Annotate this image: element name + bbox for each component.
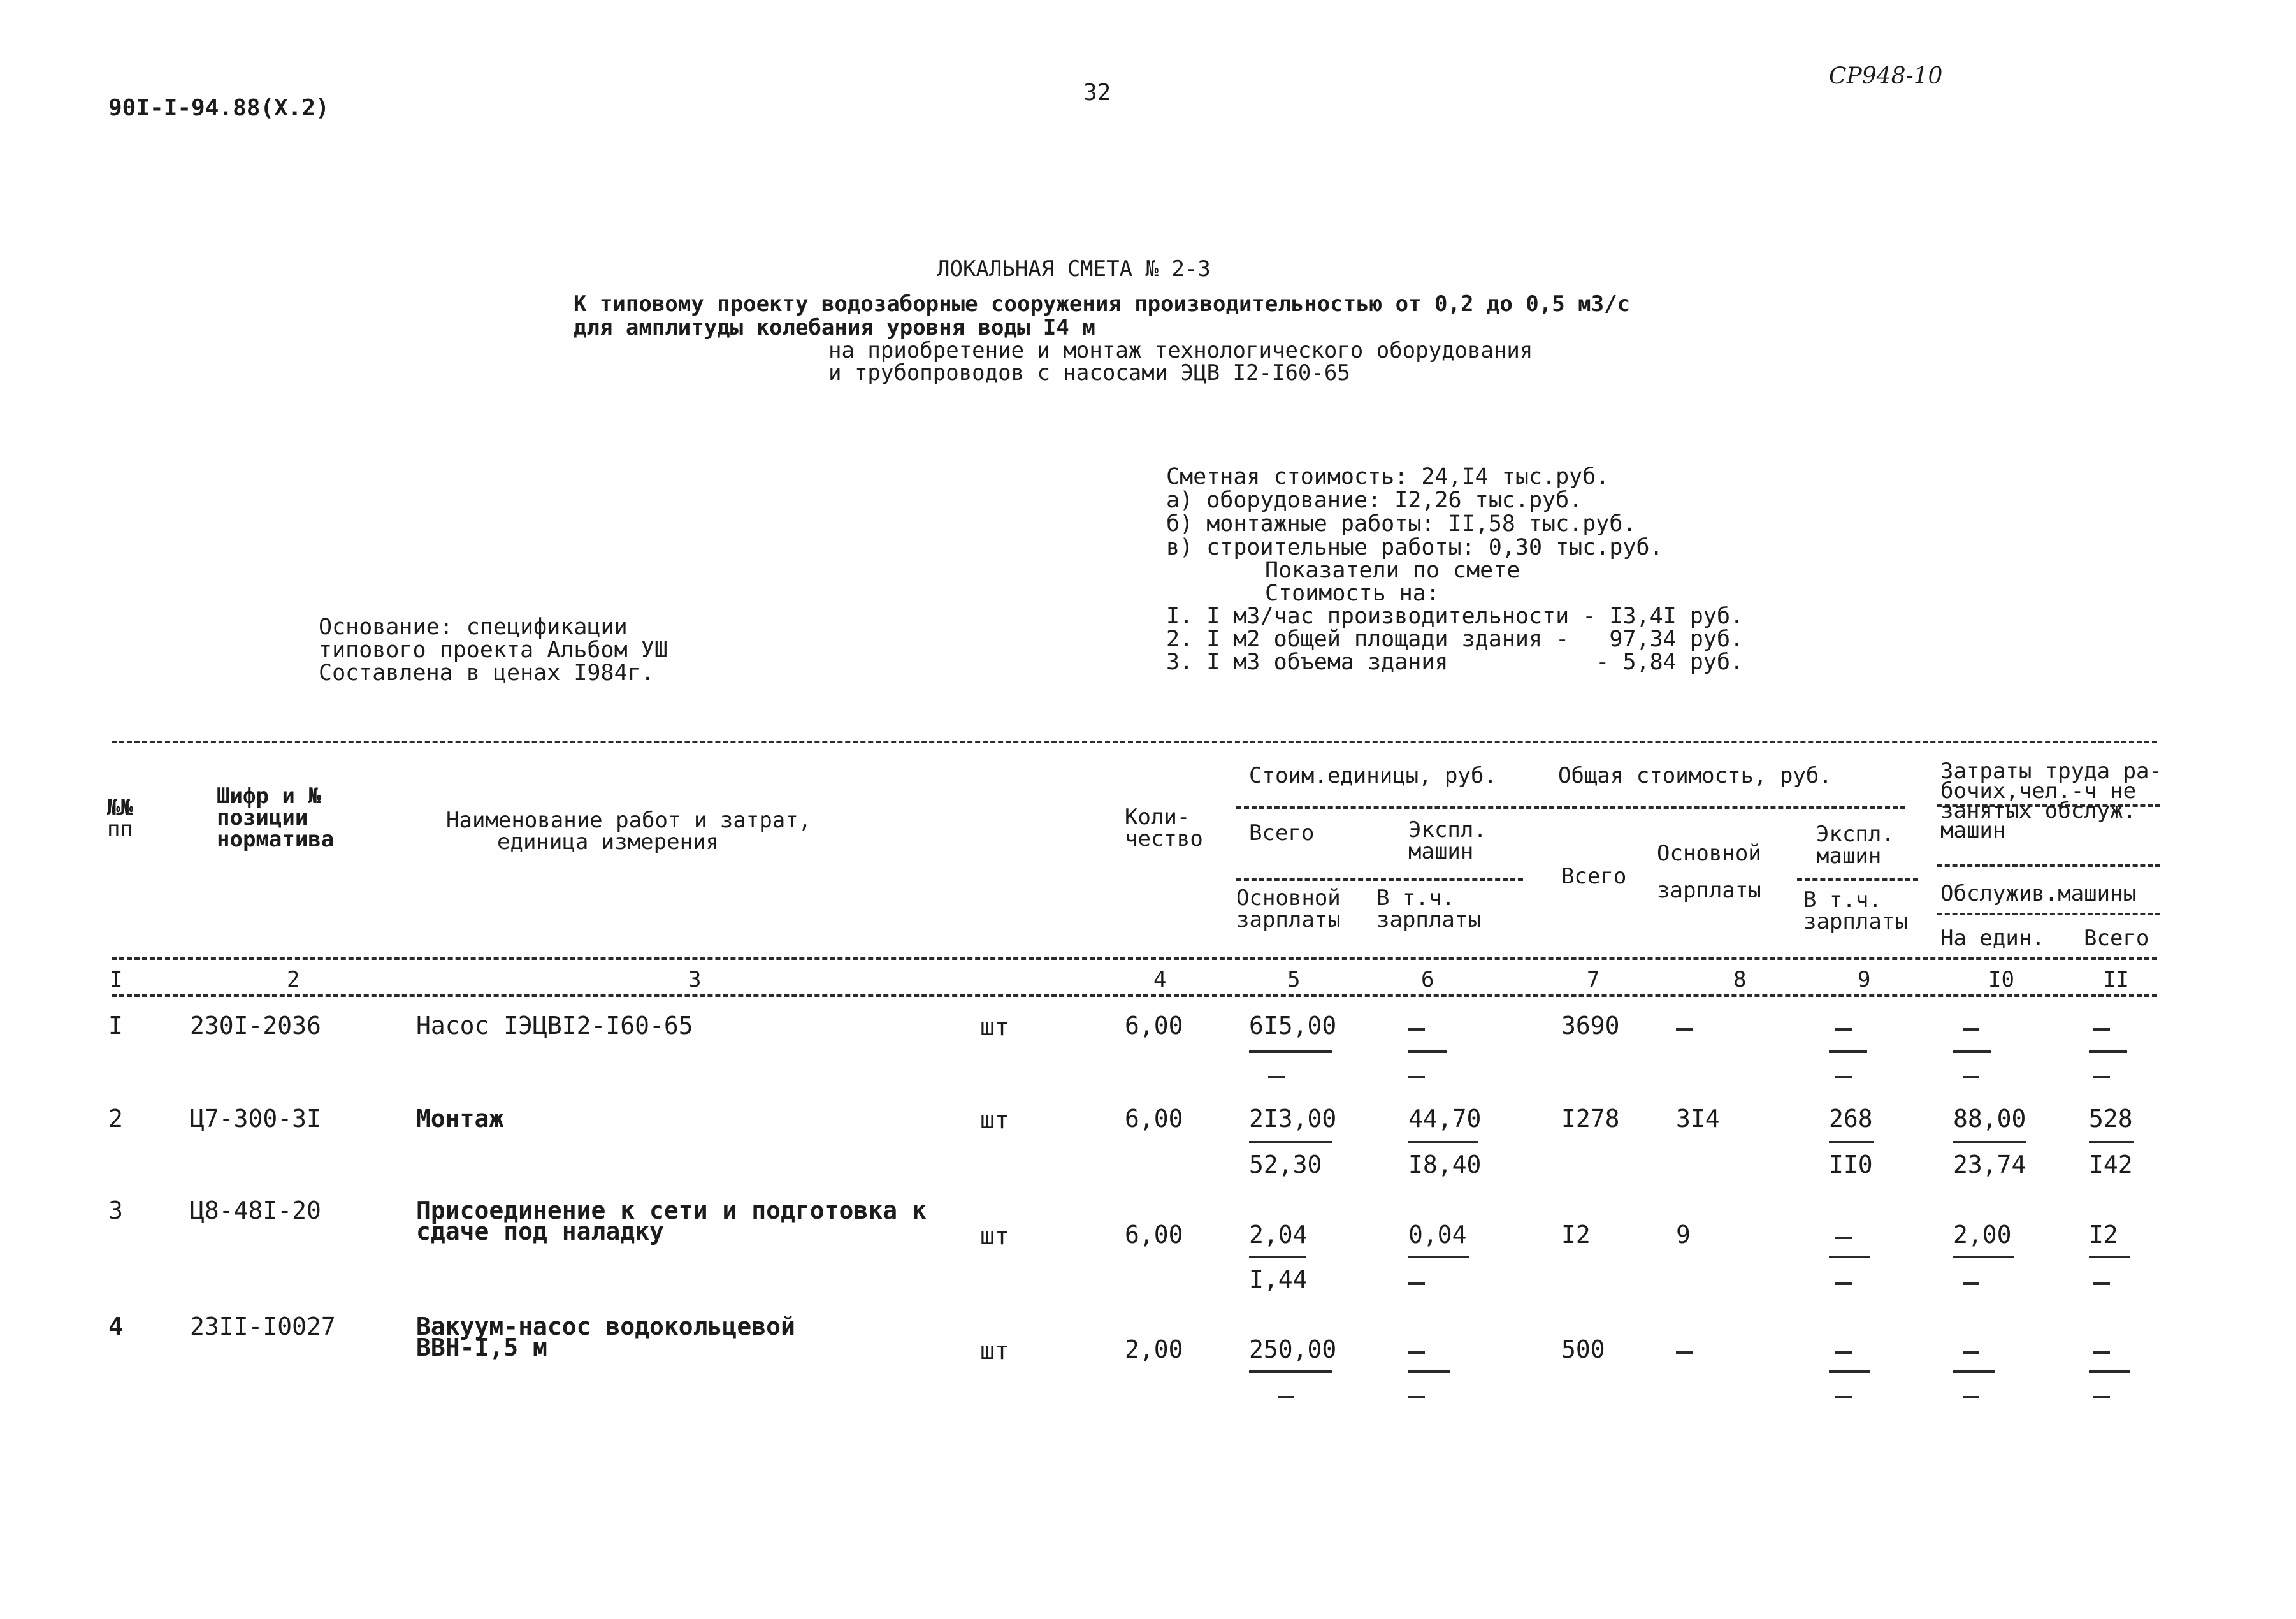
row-name: Вакуум-насос водокольцевой [416, 1312, 795, 1340]
col-header-incl-1: В т.ч. [1376, 885, 1455, 911]
row-mach [1835, 1028, 1852, 1031]
row-labor-unit [1963, 1351, 1979, 1354]
col-number-10: I0 [1988, 967, 2014, 992]
fraction-line [1408, 1256, 1469, 1258]
basis-line-3: Составлена в ценах I984г. [319, 660, 654, 686]
fraction-line [1408, 1141, 1478, 1143]
project-line: К типовому проекту водозаборные сооружения производительностью от 0,2 до 0,5 м3/с [574, 291, 1631, 317]
fraction-line [2089, 1141, 2134, 1143]
row-qty: 2,00 [1125, 1335, 1183, 1363]
document-code: 90I-I-94.88(X.2) [108, 95, 329, 121]
estimate-title: ЛОКАЛЬНАЯ СМЕТА № 2-3 [937, 256, 1211, 282]
construction-cost: в) строительные работы: 0,30 тыс.руб. [1166, 535, 1663, 560]
indicators-title: Показатели по смете [1265, 558, 1520, 583]
row-unit-total: 2I3,00 [1249, 1105, 1337, 1133]
fraction-line [1249, 1256, 1306, 1258]
row-code: Ц8-48I-20 [190, 1196, 321, 1224]
fraction-line [1249, 1370, 1332, 1373]
row-qty: 6,00 [1125, 1012, 1183, 1040]
col-number-9: 9 [1858, 967, 1871, 992]
unit-cost-subrule [1236, 878, 1523, 881]
col-number-2: 2 [287, 967, 300, 992]
row-name: Монтаж [416, 1105, 504, 1133]
col-header-qty-1: Коли- [1125, 804, 1190, 830]
col-header-unit-total: Всего [1249, 820, 1315, 846]
row-total: 500 [1561, 1335, 1605, 1363]
col-header-labor: Затраты труда ра- бочих,чел.-ч не занятых обслуж. машин [1940, 759, 2162, 843]
col-header-num: №№ пп [107, 795, 133, 842]
page-number: 32 [1083, 80, 1111, 106]
row-unit-total: 6I5,00 [1249, 1012, 1337, 1040]
cost-group-rule [1236, 806, 1905, 809]
row-num: 2 [108, 1105, 123, 1133]
col-header-overall-incl-2: зарплаты [1803, 909, 1908, 934]
installation-cost: б) монтажные работы: II,58 тыс.руб. [1166, 511, 1636, 537]
overall-mach-subrule [1797, 878, 1918, 881]
basis-line-2: типового проекта Альбом УШ [319, 637, 668, 663]
row-unit-mach: 44,70 [1408, 1105, 1482, 1133]
row-labor-total [2093, 1028, 2110, 1031]
row-code: Ц7-300-3I [190, 1105, 321, 1133]
header-bottom-rule [112, 957, 2157, 960]
row-unit-mach-wage [1408, 1282, 1425, 1285]
scope-line: на приобретение и монтаж технологического оборудования [828, 338, 1533, 363]
row-labor-total-2 [2093, 1396, 2110, 1398]
column-numbers-rule [112, 994, 2157, 997]
row-labor-unit-2 [1963, 1396, 1979, 1398]
equipment-cost: а) оборудование: I2,26 тыс.руб. [1166, 488, 1583, 513]
empty-base-dash [1268, 1076, 1285, 1078]
row-labor-total [2093, 1351, 2110, 1354]
row-base [1676, 1028, 1693, 1031]
row-mach [1835, 1351, 1852, 1354]
fraction-line [2089, 1256, 2130, 1258]
row-unit-mach [1408, 1028, 1425, 1031]
row-unit-mach: 0,04 [1408, 1221, 1467, 1249]
col-header-unit-cost: Стоим.единицы, руб. [1249, 763, 1497, 788]
empty-labor-dash [1963, 1076, 1979, 1078]
row-unit-total: 2,04 [1249, 1221, 1308, 1249]
row-unit: шт [980, 1337, 1009, 1365]
col-header-overall-total: Всего [1561, 864, 1627, 889]
col-header-base-2: зарплаты [1236, 907, 1341, 933]
row-total: I2 [1561, 1221, 1591, 1249]
col-header-serv-machines: Обслужив.машины [1940, 881, 2137, 906]
fraction-line [1953, 1256, 2014, 1258]
row-qty: 6,00 [1125, 1105, 1183, 1133]
labor-subrule-2 [1937, 913, 2160, 915]
col-header-name-2: единица измерения [497, 829, 719, 855]
empty-wage-dash [1408, 1076, 1425, 1078]
fraction-line [1408, 1050, 1447, 1053]
empty-labor-dash [2093, 1076, 2110, 1078]
col-header-incl-2: зарплаты [1376, 907, 1481, 933]
col-header-all: Всего [2084, 926, 2149, 951]
row-base: 9 [1676, 1221, 1691, 1249]
fraction-line [1249, 1050, 1332, 1053]
col-header-mach-1: Экспл. [1408, 817, 1487, 843]
col-header-mach-2: машин [1408, 839, 1474, 864]
col-header-per-unit: На един. [1940, 926, 2045, 951]
col-header-overall-mach-1: Экспл. [1816, 822, 1895, 847]
row-labor-unit: 88,00 [1953, 1105, 2026, 1133]
row-qty: 6,00 [1125, 1221, 1183, 1249]
table-top-rule [112, 741, 2157, 743]
row-name: Присоединение к сети и подготовка к [416, 1196, 927, 1224]
row-name: Насос IЭЦВI2-I60-65 [416, 1012, 693, 1040]
row-unit-total: 250,00 [1249, 1335, 1337, 1363]
row-mach: 268 [1829, 1105, 1873, 1133]
indicator-area: 2. I м2 общей площади здания - 97,34 руб. [1166, 627, 1744, 652]
row-mach-wage [1835, 1396, 1852, 1398]
row-total: 3690 [1561, 1012, 1620, 1040]
basis-line-1: Основание: спецификации [319, 614, 628, 640]
col-header-code: Шифр и № позиции норматива [217, 783, 335, 852]
fraction-line [1829, 1370, 1870, 1373]
fraction-line [1249, 1141, 1332, 1143]
row-labor-unit [1963, 1028, 1979, 1031]
fraction-line [1829, 1256, 1870, 1258]
row-unit-mach-wage [1408, 1396, 1425, 1398]
row-name-2: сдаче под наладку [416, 1217, 664, 1245]
row-mach-wage: II0 [1829, 1151, 1873, 1179]
cost-per-heading: Стоимость на: [1265, 581, 1440, 606]
row-name-2: ВВН-I,5 м [416, 1333, 547, 1361]
col-number-8: 8 [1733, 967, 1747, 992]
row-total: I278 [1561, 1105, 1620, 1133]
fraction-line [1953, 1141, 2026, 1143]
col-header-overall-base-2: зарплаты [1657, 878, 1761, 903]
fraction-line [1953, 1370, 1995, 1373]
row-labor-unit: 2,00 [1953, 1221, 2012, 1249]
row-num: 4 [108, 1312, 123, 1340]
row-num: 3 [108, 1196, 123, 1224]
row-code: 23II-I0027 [190, 1312, 336, 1340]
amplitude-line: для амплитуды колебания уровня воды I4 м [574, 315, 1095, 340]
row-num: I [108, 1012, 123, 1040]
row-unit: шт [980, 1222, 1009, 1250]
col-number-3: 3 [688, 967, 702, 992]
col-number-6: 6 [1421, 967, 1434, 992]
row-mach [1835, 1237, 1852, 1239]
archive-stamp: СР948-10 [1829, 63, 1943, 89]
empty-wage-dash [1835, 1076, 1852, 1078]
col-header-overall-cost: Общая стоимость, руб. [1558, 763, 1832, 788]
col-number-11: II [2103, 967, 2129, 992]
row-labor-unit-2 [1963, 1282, 1979, 1285]
col-header-qty-2: чество [1125, 826, 1203, 852]
row-base [1676, 1351, 1693, 1354]
col-number-4: 4 [1153, 967, 1167, 992]
col-header-overall-mach-2: машин [1816, 843, 1882, 869]
col-header-name-1: Наименование работ и затрат, [446, 808, 812, 833]
fraction-line [2089, 1370, 2130, 1373]
labor-subrule-1 [1937, 864, 2160, 867]
fraction-line [1408, 1370, 1450, 1373]
fraction-line [1829, 1050, 1867, 1053]
row-labor-total: I2 [2089, 1221, 2118, 1249]
col-header-overall-incl-1: В т.ч. [1803, 887, 1882, 913]
fraction-line [2089, 1050, 2127, 1053]
col-number-7: 7 [1587, 967, 1600, 992]
row-mach-wage [1835, 1282, 1852, 1285]
row-labor-total-2: I42 [2089, 1151, 2133, 1179]
row-unit: шт [980, 1106, 1009, 1134]
col-header-base-1: Основной [1236, 885, 1341, 911]
col-number-1: I [110, 967, 123, 992]
row-labor-unit-2: 23,74 [1953, 1151, 2026, 1179]
row-unit-base: I,44 [1249, 1265, 1308, 1293]
col-number-5: 5 [1287, 967, 1301, 992]
fraction-line [1829, 1141, 1874, 1143]
row-unit: шт [980, 1013, 1009, 1041]
fraction-line [1953, 1050, 1991, 1053]
row-labor-total-2 [2093, 1282, 2110, 1285]
pipes-line: и трубопроводов с насосами ЭЦВ I2-I60-65 [828, 360, 1350, 386]
row-unit-mach [1408, 1351, 1425, 1354]
row-unit-mach-wage: I8,40 [1408, 1151, 1482, 1179]
estimated-cost: Сметная стоимость: 24,I4 тыс.руб. [1166, 464, 1610, 490]
row-labor-total: 528 [2089, 1105, 2133, 1133]
indicator-volume: 3. I м3 объема здания - 5,84 руб. [1166, 650, 1744, 675]
row-unit-base: 52,30 [1249, 1151, 1322, 1179]
indicator-productivity: I. I м3/час производительности - I3,4I руб. [1166, 604, 1744, 629]
row-unit-base [1278, 1396, 1294, 1398]
row-base: 3I4 [1676, 1105, 1720, 1133]
row-code: 230I-2036 [190, 1012, 321, 1040]
col-header-overall-base-1: Основной [1657, 841, 1761, 866]
